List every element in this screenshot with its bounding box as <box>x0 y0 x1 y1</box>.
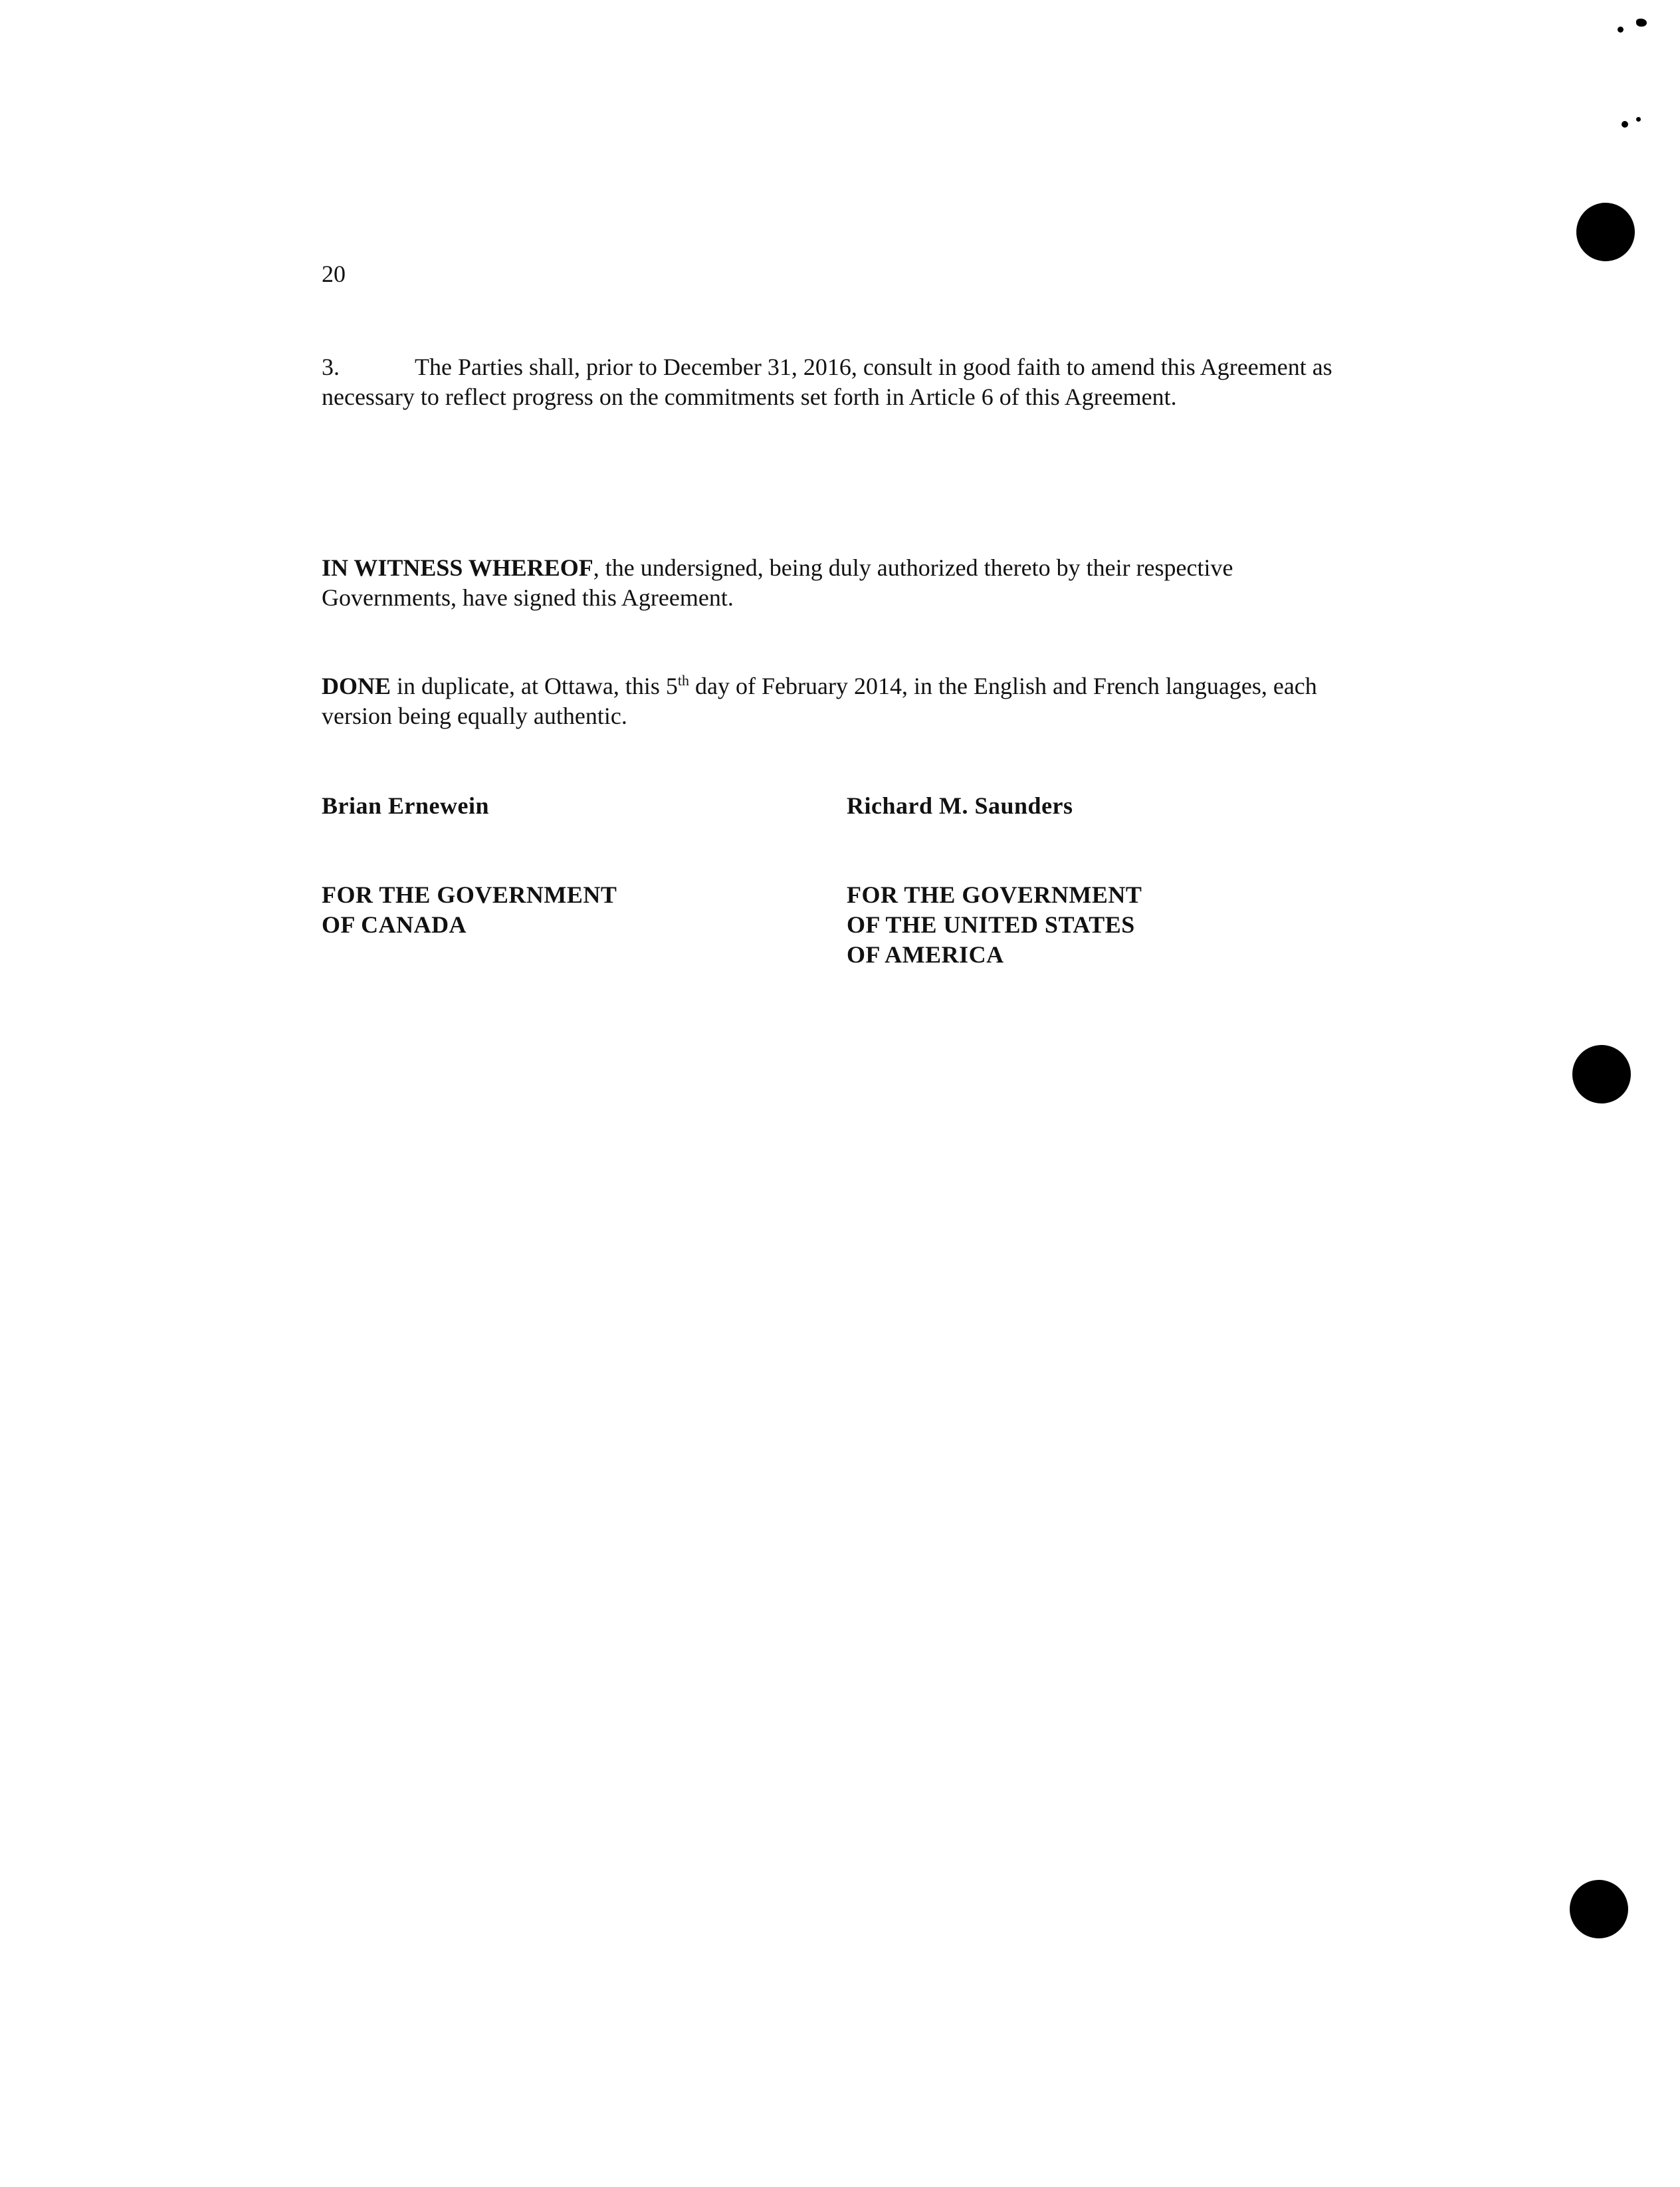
witness-lead: IN WITNESS WHEREOF <box>322 554 593 581</box>
scan-speck <box>1622 121 1628 128</box>
done-lead: DONE <box>322 673 391 699</box>
party-block-canada <box>322 880 617 940</box>
page-number: 20 <box>322 261 346 287</box>
party-line: OF CANADA <box>322 911 467 938</box>
ordinal-superscript: th <box>677 672 690 689</box>
party-line: FOR THE GOVERNMENT <box>322 881 617 908</box>
done-text-before: in duplicate, at Ottawa, this 5 <box>391 673 678 699</box>
punch-hole <box>1572 1045 1631 1103</box>
done-paragraph <box>322 671 1358 731</box>
signatory-name-usa: Richard M. Saunders <box>847 792 1073 819</box>
signatory-name-canada: Brian Ernewein <box>322 792 490 819</box>
scan-speck <box>1636 117 1641 122</box>
scan-speck <box>1636 19 1647 27</box>
scan-speck <box>1618 27 1624 33</box>
party-line: OF THE UNITED STATES <box>847 911 1135 938</box>
party-line: FOR THE GOVERNMENT <box>847 881 1142 908</box>
clause-text: The Parties shall, prior to December 31, 2016, consult in good faith to amend this Agreement as necessary to reflect progress on the commitments set forth in Article 6 of this Agreement. <box>322 354 1332 410</box>
witness-text: , the undersigned, being duly authorized thereto by their respective Governments, have signed this Agreement. <box>322 554 1233 611</box>
witness-paragraph <box>322 553 1358 613</box>
done-text-after: day of February 2014, in the English and French languages, each version being equally authentic. <box>322 673 1317 729</box>
clause-3-paragraph <box>322 352 1358 412</box>
clause-number: 3. <box>322 354 340 380</box>
party-line: OF AMERICA <box>847 941 1004 968</box>
punch-hole <box>1576 203 1635 261</box>
punch-hole <box>1570 1880 1628 1938</box>
party-block-usa <box>847 880 1142 970</box>
